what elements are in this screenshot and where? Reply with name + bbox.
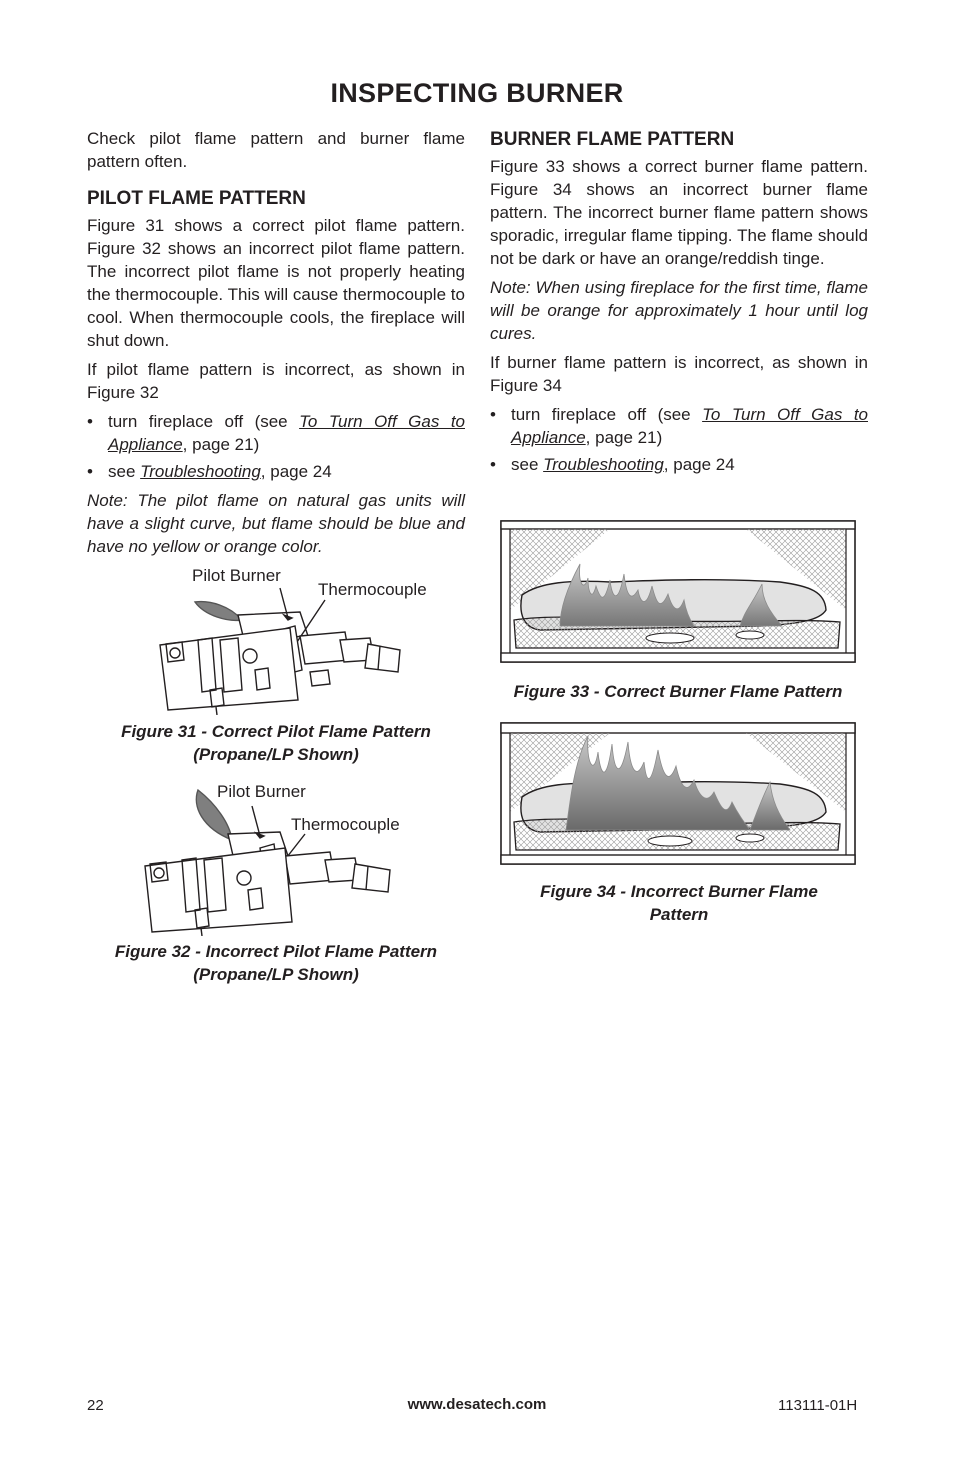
footer-website: www.desatech.com <box>407 1396 547 1413</box>
burner-flame-paragraph: Figure 33 shows a correct burner flame pattern. Figure 34 shows an incorrect burner flame pattern. The incorrect burner flame pattern shows sporadic, irregular flame tipping. The flame should not be dark or have an orange/reddish tinge. <box>490 157 868 268</box>
link-troubleshooting-2[interactable]: Troubleshooting <box>543 455 664 474</box>
pilot-bullet-troubleshooting: • see Troubleshooting, page 24 <box>87 460 465 483</box>
fig31-label-thermocouple: Thermocouple <box>318 580 427 599</box>
doc-number: 113111-01H <box>778 1397 858 1414</box>
figure-33-caption: Figure 33 - Correct Burner Flame Pattern <box>513 682 843 701</box>
pilot-if-incorrect: If pilot flame pattern is incorrect, as shown in Figure 32 <box>87 360 465 402</box>
burner-flame-illustration-correct <box>500 520 856 663</box>
figure-31 <box>150 560 450 715</box>
figure-31-caption: Figure 31 - Correct Pilot Flame Pattern (Propane/LP Shown) <box>121 722 431 764</box>
link-turn-off-gas-2[interactable]: To Turn Off Gas to Appliance <box>511 405 868 447</box>
right-column <box>490 127 868 482</box>
burner-bullet-troubleshooting: • see Troubleshooting, page 24 <box>490 453 868 476</box>
burner-if-incorrect: If burner flame pattern is incorrect, as shown in Figure 34 <box>490 353 868 395</box>
link-troubleshooting[interactable]: Troubleshooting <box>140 462 261 481</box>
pilot-flame-heading: PILOT FLAME PATTERN <box>87 188 306 209</box>
burner-bullet-list <box>490 403 868 476</box>
page-title: INSPECTING BURNER <box>330 78 624 108</box>
fig31-label-pilot-burner: Pilot Burner <box>192 566 281 585</box>
page-number: 22 <box>87 1397 104 1414</box>
intro-paragraph: Check pilot flame pattern and burner flame pattern often. <box>87 129 465 171</box>
fig32-label-thermocouple: Thermocouple <box>291 815 400 834</box>
link-turn-off-gas[interactable]: To Turn Off Gas to Appliance <box>108 412 465 454</box>
pilot-burner-illustration-correct <box>150 560 450 715</box>
fig32-label-pilot-burner: Pilot Burner <box>217 782 306 801</box>
figure-34-caption: Figure 34 - Incorrect Burner Flame Pattern <box>540 882 818 924</box>
burner-flame-illustration-incorrect <box>500 722 856 865</box>
figure-32 <box>140 776 440 936</box>
burner-flame-heading: BURNER FLAME PATTERN <box>490 129 735 150</box>
figure-33 <box>500 520 856 663</box>
burner-bullet-turn-off: • turn fireplace off (see To Turn Off Gas to Appliance, page 21) <box>490 403 868 449</box>
left-column <box>87 127 465 564</box>
pilot-burner-illustration-incorrect <box>140 776 440 936</box>
figure-34 <box>500 722 856 865</box>
pilot-bullet-list <box>87 410 465 483</box>
pilot-bullet-turn-off: • turn fireplace off (see To Turn Off Gas to Appliance, page 21) <box>87 410 465 456</box>
pilot-note: Note: The pilot flame on natural gas units will have a slight curve, but flame should be blue and have no yellow or orange color. <box>87 491 465 556</box>
figure-32-caption: Figure 32 - Incorrect Pilot Flame Pattern (Propane/LP Shown) <box>114 942 438 984</box>
pilot-flame-paragraph: Figure 31 shows a correct pilot flame pattern. Figure 32 shows an incorrect pilot flame pattern. The incorrect pilot flame is not properly heating the thermocouple. This will cause thermocouple to cool. When thermocouple cools, the fireplace will shut down. <box>87 216 465 350</box>
burner-note: Note: When using fireplace for the first time, flame will be orange for approximately 1 hour until log cures. <box>490 278 868 343</box>
